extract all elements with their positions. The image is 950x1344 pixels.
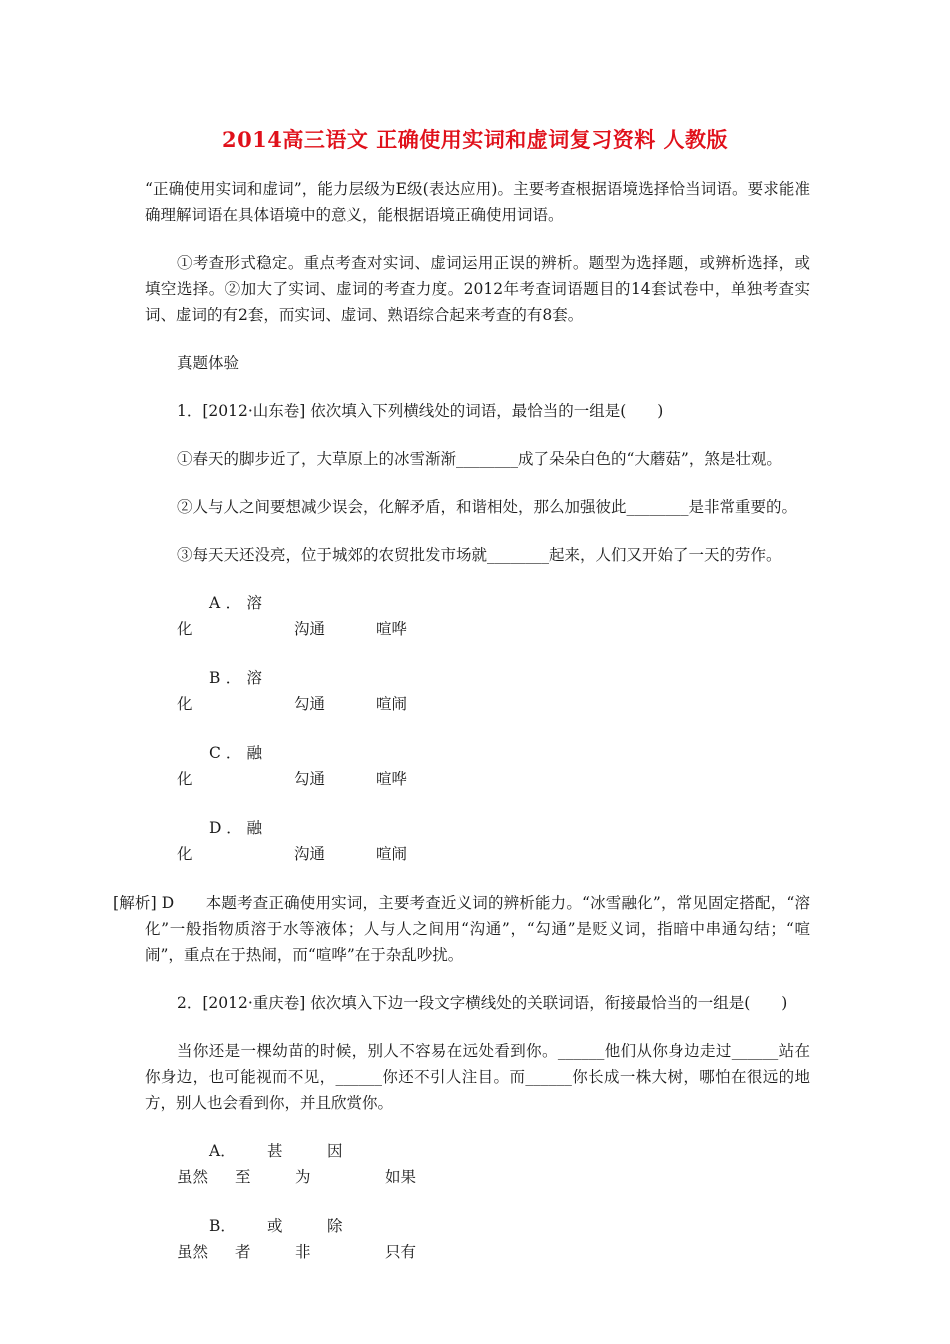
- option-word-1: A．虽然: [177, 1142, 236, 1186]
- q1-option-b: [145, 665, 810, 717]
- q1-sentence-1: ①春天的脚步近了，大草原上的冰雪渐渐________成了朵朵白色的“大蘑菇”，煞是壮观。: [177, 450, 782, 468]
- q1-option-c: [145, 740, 810, 792]
- option-word-1: A．溶化: [177, 594, 262, 638]
- option-word-2: 沟通: [294, 845, 326, 863]
- document-title: 2014高三语文 正确使用实词和虚词复习资料 人教版: [221, 127, 729, 152]
- option-word-3: 喧闹: [376, 695, 408, 713]
- section-heading: 真题体验: [177, 354, 240, 372]
- option-word-3: 除非: [295, 1217, 343, 1261]
- option-word-2: 勾通: [294, 695, 326, 713]
- q2-option-b: [145, 1213, 810, 1265]
- option-word-1: D．融化: [177, 819, 262, 863]
- q1-option-d: [145, 815, 810, 867]
- document-body: [113, 176, 810, 1288]
- q1-analysis: [解析] D 本题考查正确使用实词，主要考查近义词的辨析能力。“冰雪融化”，常见固定搭配，“溶化”一般指物质溶于水等液体；人与人之间用“沟通”，“勾通”是贬义词，指暗中串通勾结；“喧闹”，重点在于热闹，而“喧哗”在于杂乱吵扰。: [113, 894, 810, 964]
- option-word-1: B．溶化: [177, 669, 262, 713]
- q2-stem: 2．[2012·重庆卷] 依次填入下边一段文字横线处的关联词语，衔接最恰当的一组是( ): [177, 994, 788, 1012]
- q2-option-a: [145, 1138, 810, 1190]
- option-word-3: 因为: [295, 1142, 343, 1186]
- option-word-3: 喧哗: [376, 770, 408, 788]
- option-word-2: 勾通: [294, 770, 326, 788]
- q1-sentence-2: ②人与人之间要想减少误会，化解矛盾，和谐相处，那么加强彼此________是非常重要的。: [177, 498, 798, 516]
- option-word-3: 喧哗: [376, 620, 408, 638]
- option-word-4: 如果: [385, 1168, 417, 1186]
- option-word-2: 甚至: [235, 1142, 283, 1186]
- q2-passage: 当你还是一棵幼苗的时候，别人不容易在远处看到你。______他们从你身边走过______站在你身边，也可能视而不见，______你还不引人注目。而______你长成一株大树，哪怕在很远的地方，别人也会看到你，并且欣赏你。: [145, 1042, 810, 1112]
- q1-option-a: [145, 590, 810, 642]
- intro-paragraph: “正确使用实词和虚词”，能力层级为E级(表达应用)。主要考查根据语境选择恰当词语。要求能准确理解词语在具体语境中的意义，能根据语境正确使用词语。: [145, 180, 810, 224]
- option-word-1: C．融化: [177, 744, 262, 788]
- option-word-4: 只有: [385, 1243, 417, 1261]
- q1-sentence-3: ③每天天还没亮，位于城郊的农贸批发市场就________起来，人们又开始了一天的劳作。: [177, 546, 782, 564]
- option-word-2: 沟通: [294, 620, 326, 638]
- option-word-1: B．虽然: [177, 1217, 236, 1261]
- q1-stem: 1．[2012·山东卷] 依次填入下列横线处的词语，最恰当的一组是( ): [177, 402, 664, 420]
- option-word-3: 喧闹: [376, 845, 408, 863]
- option-word-2: 或者: [235, 1217, 283, 1261]
- features-paragraph: ①考查形式稳定。重点考查对实词、虚词运用正误的辨析。题型为选择题，或辨析选择，或填空选择。②加大了实词、虚词的考查力度。2012年考查词语题目的14套试卷中，单独考查实词、虚词的有2套，而实词、虚词、熟语综合起来考查的有8套。: [145, 254, 810, 324]
